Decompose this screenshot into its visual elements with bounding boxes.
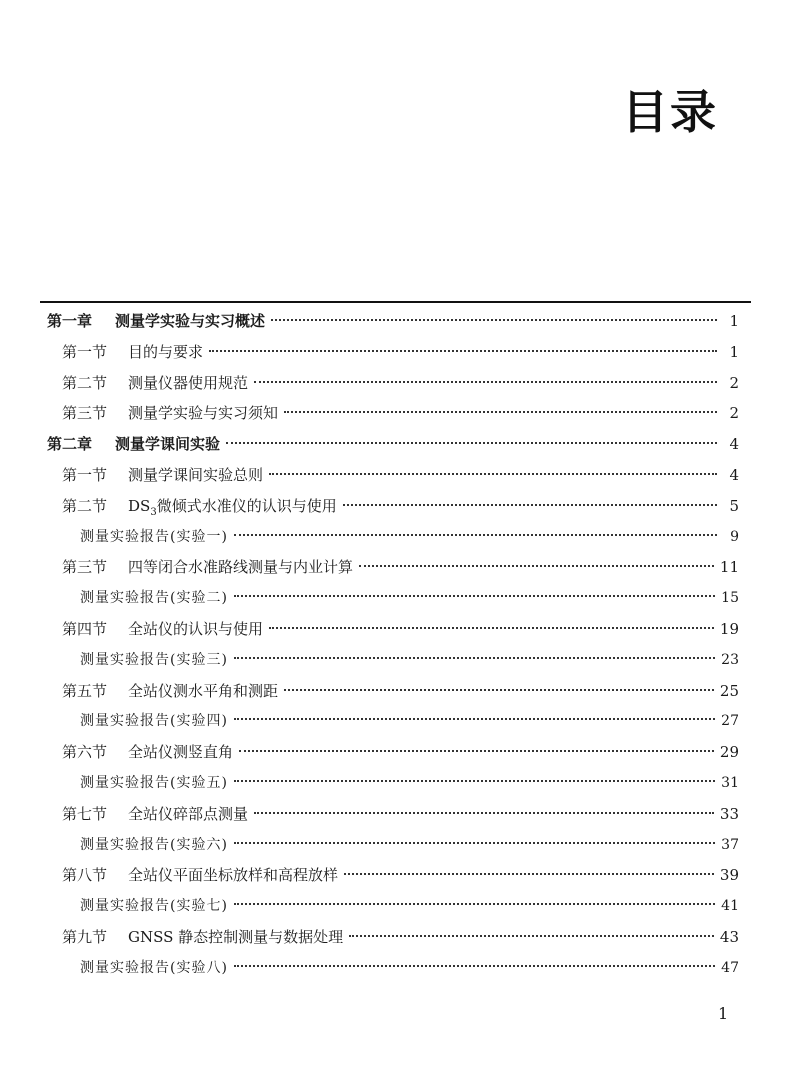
toc-entry-title — [128, 337, 209, 367]
toc-entry-title-subscript: 3 — [150, 506, 157, 518]
dot-leader — [234, 718, 715, 720]
dot-leader — [234, 657, 715, 659]
toc-report-entry[interactable] — [80, 953, 739, 983]
toc-entry-page: 4 — [729, 466, 739, 484]
toc-entry-title-text: 全站仪的认识与使用 — [128, 620, 264, 638]
dot-leader — [269, 627, 714, 629]
toc-entry-number: 第九节 — [62, 928, 108, 946]
dot-leader — [254, 812, 714, 814]
toc-entry-title — [80, 522, 234, 552]
toc-entry-number: 第四节 — [62, 620, 108, 638]
toc-entry-title — [80, 830, 234, 860]
toc-entry-title-text: 全站仪碎部点测量 — [128, 804, 249, 823]
toc-report-entry[interactable] — [80, 706, 739, 736]
toc-entry-title-text: 测量实验报告(实验五) — [80, 775, 228, 791]
toc-section-entry[interactable] — [62, 368, 739, 398]
toc-entry-title-text: 测量实验报告(实验一) — [80, 528, 228, 545]
toc-entry-number: 第八节 — [62, 866, 108, 885]
toc-entry-page: 19 — [719, 620, 739, 638]
dot-leader — [343, 504, 717, 506]
toc-section-entry[interactable] — [62, 737, 739, 767]
toc-section-entry[interactable] — [62, 460, 739, 490]
toc-entry-title-text: 测量实验报告(实验三) — [80, 651, 228, 668]
toc-entry-number: 第七节 — [62, 804, 108, 823]
toc-entry-page: 41 — [721, 898, 739, 915]
toc-entry-page: 2 — [729, 404, 739, 423]
toc-entry-page: 39 — [719, 866, 739, 885]
toc-report-entry[interactable] — [80, 522, 739, 552]
toc-entry-title-text: 四等闭合水准路线测量与内业计算 — [128, 558, 354, 577]
toc-entry-title — [115, 429, 226, 459]
toc-entry-title — [128, 737, 239, 767]
toc-section-entry[interactable] — [62, 922, 739, 952]
toc-entry-title-text: 全站仪测水平角和测距 — [128, 681, 279, 700]
toc-entry-title-text: 测量实验报告(实验四) — [80, 713, 228, 730]
toc-entry-page: 4 — [729, 435, 739, 454]
toc-entry-title-text: 测量实验报告(实验八) — [80, 959, 228, 976]
toc-entry-title — [80, 891, 234, 921]
toc-section-entry[interactable] — [62, 860, 739, 890]
toc-report-entry[interactable] — [80, 583, 739, 613]
toc-section-entry[interactable] — [62, 799, 739, 829]
toc-entry-title — [128, 799, 254, 829]
toc-entry-title — [128, 860, 344, 890]
toc-entry-number: 第五节 — [62, 681, 108, 700]
toc-entry-number: 第三节 — [62, 558, 108, 577]
toc-entry-title — [128, 676, 284, 706]
toc-entry-title-rest: 微倾式水准仪的认识与使用 — [156, 496, 337, 515]
toc-entry-title — [115, 306, 271, 336]
toc-entry-page: 31 — [721, 775, 739, 791]
toc-entry-number: 第三节 — [62, 404, 108, 423]
toc-entry-page: 29 — [719, 743, 739, 762]
dot-leader — [234, 903, 715, 905]
dot-leader — [234, 595, 715, 597]
toc-entry-number: 第一节 — [62, 466, 108, 484]
toc-entry-title — [80, 583, 234, 613]
toc-entry-title-text: 全站仪平面坐标放样和高程放样 — [128, 866, 339, 885]
dot-leader — [234, 842, 715, 844]
dot-leader — [226, 442, 717, 444]
toc-entry-page: 2 — [729, 373, 739, 392]
dot-leader — [269, 473, 717, 475]
dot-leader — [234, 534, 717, 536]
toc-entry-title — [80, 768, 234, 798]
toc-entry-title-text: 目的与要求 — [128, 342, 204, 361]
toc-section-entry[interactable] — [62, 552, 739, 582]
toc-entry-number: 第一章 — [47, 312, 93, 330]
toc-entry-page: 23 — [721, 651, 739, 668]
dot-leader — [284, 411, 717, 413]
toc-entry-page: 15 — [721, 590, 739, 607]
toc-entry-number: 第一节 — [62, 342, 108, 361]
toc-section-entry[interactable] — [62, 491, 739, 521]
toc-entry-page: 27 — [721, 713, 739, 730]
dot-leader — [234, 780, 715, 782]
toc-entry-page: 1 — [729, 342, 739, 361]
toc-entry-title-text: DS — [128, 496, 151, 515]
toc-entry-page: 11 — [719, 558, 739, 577]
toc-section-entry[interactable] — [62, 337, 739, 367]
dot-leader — [234, 965, 715, 967]
toc-entry-title-text: 测量学实验与实习概述 — [115, 312, 266, 330]
toc-entry-page: 5 — [729, 496, 739, 515]
toc-entry-page: 37 — [721, 836, 739, 853]
toc-entry-title-text: 全站仪测竖直角 — [128, 743, 234, 762]
toc-entry-title — [128, 614, 269, 644]
dot-leader — [359, 565, 714, 567]
page-number: 1 — [718, 1004, 729, 1023]
toc-report-entry[interactable] — [80, 645, 739, 675]
toc-entry-page: 43 — [719, 928, 739, 946]
dot-leader — [349, 935, 714, 937]
toc-entry-number: 第二节 — [62, 496, 108, 515]
toc-entry-page: 47 — [721, 959, 739, 976]
toc-entry-page: 33 — [719, 804, 739, 823]
toc-entry-number: 第二章 — [47, 435, 93, 454]
dot-leader — [344, 873, 714, 875]
title-divider — [40, 301, 751, 303]
toc-entry-title-text: 测量学课间实验 — [115, 435, 221, 454]
dot-leader — [284, 689, 714, 691]
page-title: 目录 — [622, 85, 718, 139]
toc-entry-title — [80, 706, 234, 736]
toc-section-entry[interactable] — [62, 676, 739, 706]
toc-entry-title-text: 测量实验报告(实验六) — [80, 836, 228, 853]
toc-entry-title — [80, 645, 234, 675]
toc-entry-title — [128, 368, 254, 398]
toc-entry-title — [128, 552, 359, 582]
toc-chapter-entry[interactable] — [47, 429, 739, 459]
toc-entry-title — [80, 953, 234, 983]
toc-entry-page: 1 — [729, 312, 739, 330]
toc-chapter-entry[interactable] — [47, 306, 739, 336]
toc-section-entry[interactable] — [62, 398, 739, 428]
dot-leader — [254, 381, 717, 383]
toc-entry-title-text: 测量学课间实验总则 — [128, 466, 264, 484]
toc-entry-title — [128, 460, 269, 490]
dot-leader — [209, 350, 717, 352]
toc-entry-page: 9 — [730, 528, 739, 545]
toc-entry-title-text: 测量仪器使用规范 — [128, 373, 249, 392]
toc-entry-title — [128, 398, 284, 428]
toc-entry-number: 第六节 — [62, 743, 108, 762]
dot-leader — [239, 750, 714, 752]
toc-report-entry[interactable] — [80, 891, 739, 921]
toc-report-entry[interactable] — [80, 830, 739, 860]
toc-entry-page: 25 — [719, 681, 739, 700]
toc-report-entry[interactable] — [80, 768, 739, 798]
toc-entry-title — [128, 922, 349, 952]
toc-entry-number: 第二节 — [62, 373, 108, 392]
toc-entry-title-text: 测量实验报告(实验二) — [80, 590, 228, 607]
toc-entry-title-text: 测量实验报告(实验七) — [80, 898, 228, 915]
toc-entry-title-text: GNSS 静态控制测量与数据处理 — [128, 928, 344, 946]
dot-leader — [271, 319, 717, 321]
toc-section-entry[interactable] — [62, 614, 739, 644]
toc-entry-title-text: 测量学实验与实习须知 — [128, 404, 279, 423]
